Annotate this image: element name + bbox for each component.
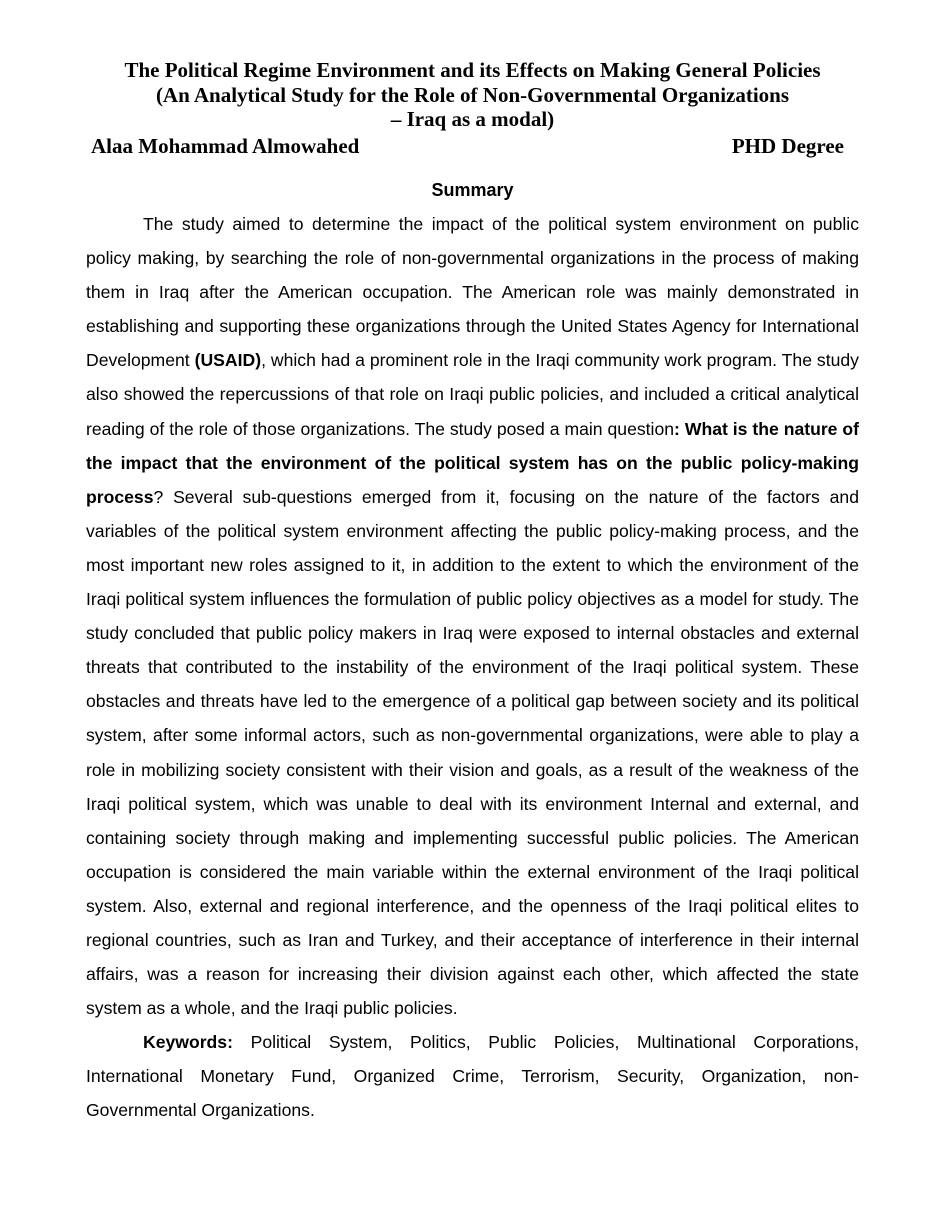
- title-line-1: The Political Regime Environment and its Effects on Making General Policies: [124, 58, 821, 82]
- paper-title: [60, 58, 885, 132]
- title-line-2: (An Analytical Study for the Role of Non-Governmental Organizations: [155, 82, 790, 107]
- summary-heading: Summary: [431, 180, 514, 200]
- usaid-term: (USAID): [194, 350, 262, 371]
- summary-text-2: , which had a prominent role in the Iraqi community work program. The study also showed the repercussions of that role on Iraqi public policies, and included a critical analytical reading of the role of those organizations. The study posed a main question: [86, 350, 859, 439]
- summary-paragraph: [86, 207, 859, 1025]
- degree-label: PHD Degree: [731, 134, 844, 158]
- summary-text-1: The study aimed to determine the impact of the political system environment on public policy making, by searching the role of non-governmental organizations in the process of making them in Iraq after the American occupation. The American role was mainly demonstrated in establishing and supporting these organizations through the United States Agency for International Development: [86, 214, 859, 371]
- keywords-label: Keywords:: [143, 1032, 233, 1053]
- title-line-3: – Iraq as a modal): [390, 107, 555, 131]
- summary-body: [86, 207, 859, 1128]
- main-question: : What is the nature of the impact that the environment of the political system has on the public policy-making process: [86, 418, 860, 507]
- keywords-text: Political System, Politics, Public Policies, Multinational Corporations, International Monetary Fund, Organized Crime, Terrorism, Security, Organization, non-Governmental Organizations.: [86, 1032, 859, 1121]
- summary-text-3: ? Several sub-questions emerged from it, focusing on the nature of the factors and variables of the political system environment affecting the public policy-making process, and the most important new roles assigned to it, in addition to the extent to which the environment of the Iraqi political system influences the formulation of public policy objectives as a model for study. The study concluded that public policy makers in Iraq were exposed to internal obstacles and external threats that contributed to the instability of the environment of the Iraqi political system. These obstacles and threats have led to the emergence of a political gap between society and its political system, after some informal actors, such as non-governmental organizations, were able to play a role in mobilizing society consistent with their vision and goals, as a result of the weakness of the Iraqi political system, which was unable to deal with its environment Internal and external, and containing society through making and implementing successful public policies. The American occupation is considered the main variable within the external environment of the Iraqi political system. Also, external and regional interference, and the openness of the Iraqi political elites to regional countries, such as Iran and Turkey, and their acceptance of interference in their internal affairs, was a reason for increasing their division against each other, which affected the state system as a whole, and the Iraqi public policies.: [86, 486, 859, 1019]
- author-name: Alaa Mohammad Almowahed: [91, 134, 360, 158]
- keywords-paragraph: [86, 1025, 859, 1127]
